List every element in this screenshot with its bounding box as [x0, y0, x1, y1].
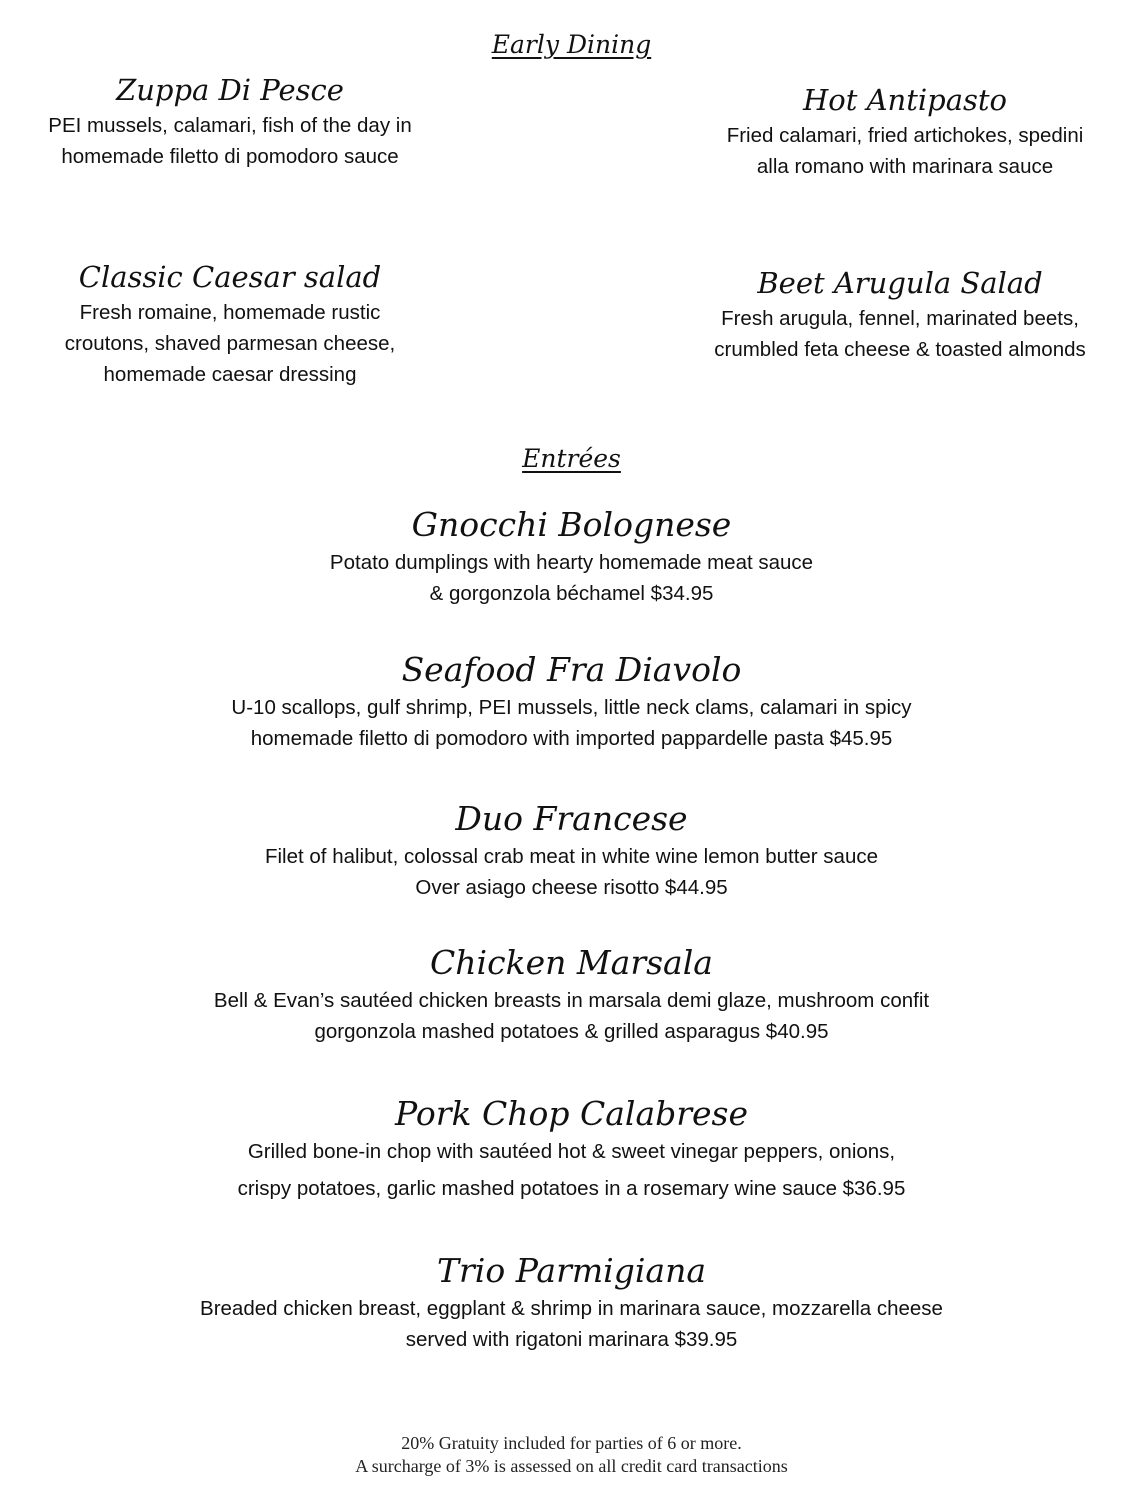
menu-item-seafood-fra-diavolo	[0, 650, 1143, 754]
menu-item-chicken-marsala	[0, 943, 1143, 1047]
menu-item-gnocchi-bolognese	[0, 505, 1143, 609]
surcharge-note: A surcharge of 3% is assessed on all credit card transactions	[355, 1456, 788, 1476]
item-description-line: Fresh romaine, homemade rustic	[79, 301, 381, 324]
item-description-line: Over asiago cheese risotto $44.95	[415, 876, 728, 899]
item-description-line: homemade filetto di pomodoro sauce	[61, 145, 399, 168]
item-description-line: crumbled feta cheese & toasted almonds	[714, 338, 1086, 361]
item-description-line: homemade caesar dressing	[103, 363, 357, 386]
menu-item-beet-arugula-salad	[680, 265, 1120, 365]
early-dining-title: Early Dining	[491, 30, 652, 59]
item-description-line: homemade filetto di pomodoro with imported pappardelle pasta $45.95	[250, 727, 893, 750]
item-name: Chicken Marsala	[430, 943, 713, 982]
item-description-line: gorgonzola mashed potatoes & grilled asparagus $40.95	[314, 1020, 829, 1043]
item-description-line: U-10 scallops, gulf shrimp, PEI mussels, little neck clams, calamari in spicy	[231, 696, 912, 719]
menu-footer	[0, 1432, 1143, 1478]
item-description-line: Breaded chicken breast, eggplant & shrimp in marinara sauce, mozzarella cheese	[200, 1297, 943, 1320]
item-description-line: Grilled bone-in chop with sautéed hot & sweet vinegar peppers, onions,	[247, 1140, 896, 1163]
item-description-line: Bell & Evan’s sautéed chicken breasts in marsala demi glaze, mushroom confit	[213, 989, 930, 1012]
item-name: Pork Chop Calabrese	[394, 1094, 749, 1133]
item-name: Seafood Fra Diavolo	[401, 650, 742, 689]
item-description-line: crispy potatoes, garlic mashed potatoes in a rosemary wine sauce $36.95	[237, 1177, 906, 1200]
menu-item-hot-antipasto	[690, 82, 1120, 182]
item-name: Duo Francese	[455, 799, 688, 838]
item-description-line: Fried calamari, fried artichokes, spedini	[726, 124, 1084, 147]
item-name: Zuppa Di Pesce	[116, 73, 344, 107]
item-description-line: alla romano with marinara sauce	[756, 155, 1054, 178]
early-dining-heading	[0, 30, 1143, 59]
item-description-line: PEI mussels, calamari, fish of the day in	[48, 114, 412, 137]
item-description-line: croutons, shaved parmesan cheese,	[64, 332, 396, 355]
item-name: Classic Caesar salad	[78, 260, 382, 294]
item-description-line: served with rigatoni marinara $39.95	[405, 1328, 738, 1351]
entrees-heading	[0, 444, 1143, 473]
entrees-title: Entrées	[522, 444, 621, 473]
item-name: Hot Antipasto	[802, 83, 1008, 117]
item-description-line: Fresh arugula, fennel, marinated beets,	[721, 307, 1079, 330]
item-name: Gnocchi Bolognese	[411, 505, 732, 544]
menu-item-trio-parmigiana	[0, 1251, 1143, 1355]
item-description-line: Filet of halibut, colossal crab meat in white wine lemon butter sauce	[264, 845, 879, 868]
item-description-line: Potato dumplings with hearty homemade meat sauce	[329, 551, 814, 574]
menu-item-pork-chop-calabrese	[0, 1094, 1143, 1204]
menu-item-classic-caesar-salad	[20, 259, 440, 390]
gratuity-note: 20% Gratuity included for parties of 6 or more.	[401, 1433, 742, 1453]
item-name: Trio Parmigiana	[437, 1251, 706, 1290]
menu-item-zuppa-di-pesce	[20, 72, 440, 172]
item-description-line: & gorgonzola béchamel $34.95	[429, 582, 714, 605]
item-name: Beet Arugula Salad	[757, 266, 1043, 300]
menu-item-duo-francese	[0, 799, 1143, 903]
